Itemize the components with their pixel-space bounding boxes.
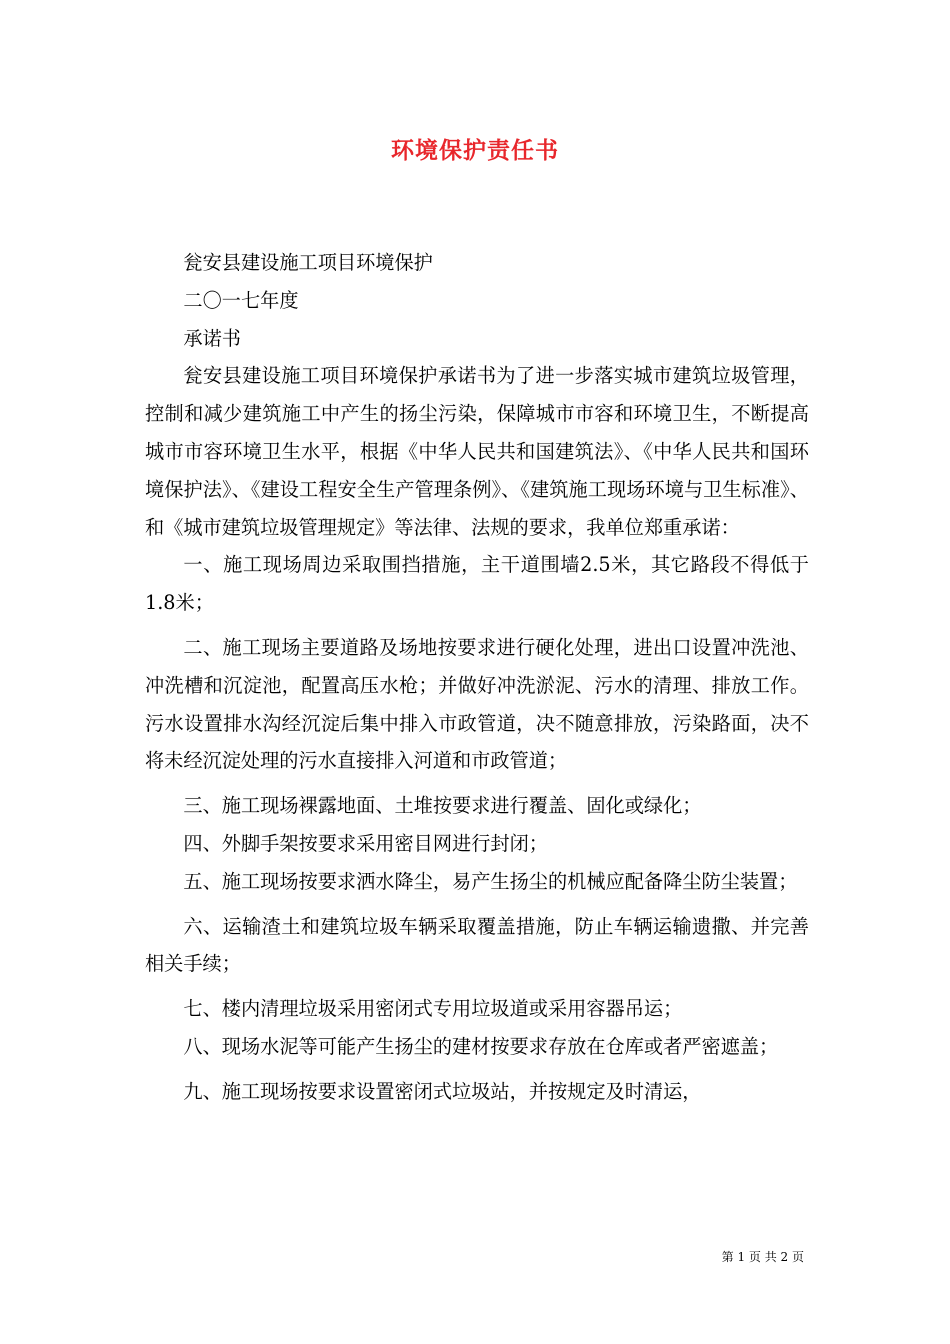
paragraph-item-8: 八、现场水泥等可能产生扬尘的建材按要求存放在仓库或者严密遮盖；	[183, 1034, 779, 1058]
paragraph-item-6: 六、运输渣土和建筑垃圾车辆采取覆盖措施，防止车辆运输遗撒、并完善相关手续；	[145, 914, 809, 976]
paragraph-item-4: 四、外脚手架按要求采用密目网进行封闭；	[183, 831, 548, 855]
document-body	[145, 244, 809, 1111]
page-number-footer: 第 1 页 共 2 页	[721, 1250, 804, 1264]
paragraph-item-9: 九、施工现场按要求设置密闭式垃圾站，并按规定及时清运，	[183, 1079, 702, 1103]
paragraph-item-5: 五、施工现场按要求洒水降尘，易产生扬尘的机械应配备降尘防尘装置；	[183, 869, 798, 893]
paragraph-item-2: 二、施工现场主要道路及场地按要求进行硬化处理，进出口设置冲洗池、冲洗槽和沉淀池，配置高压水枪；并做好冲洗淤泥、污水的清理、排放工作。污水设置排水沟经沉淀后集中排入市政管道，决不随意排放，污染路面，决不将未经沉淀处理的污水直接排入河道和市政管道；	[145, 635, 809, 773]
paragraph-heading-line-3: 承诺书	[183, 326, 241, 350]
paragraph-intro: 瓮安县建设施工项目环境保护承诺书为了进一步落实城市建筑垃圾管理，控制和减少建筑施工中产生的扬尘污染，保障城市市容和环境卫生，不断提高城市市容环境卫生水平，根据《中华人民共和国建筑法》、《中华人民共和国环境保护法》、《建设工程安全生产管理条例》、《建筑施工现场环境与卫生标准》、和《城市建筑垃圾管理规定》等法律、法规的要求，我单位郑重承诺：	[145, 364, 809, 539]
paragraph-heading-line-1: 瓮安县建设施工项目环境保护	[183, 251, 433, 274]
document-title: 环境保护责任书	[391, 137, 559, 164]
paragraph-item-3: 三、施工现场裸露地面、土堆按要求进行覆盖、固化或绿化；	[183, 794, 702, 818]
paragraph-item-7: 七、楼内清理垃圾采用密闭式专用垃圾道或采用容器吊运；	[183, 997, 683, 1021]
paragraph-heading-line-2: 二〇一七年度	[183, 288, 299, 312]
paragraph-item-1: 一、施工现场周边采取围挡措施，主干道围墙2.5米，其它路段不得低于1.8米；	[145, 553, 809, 615]
